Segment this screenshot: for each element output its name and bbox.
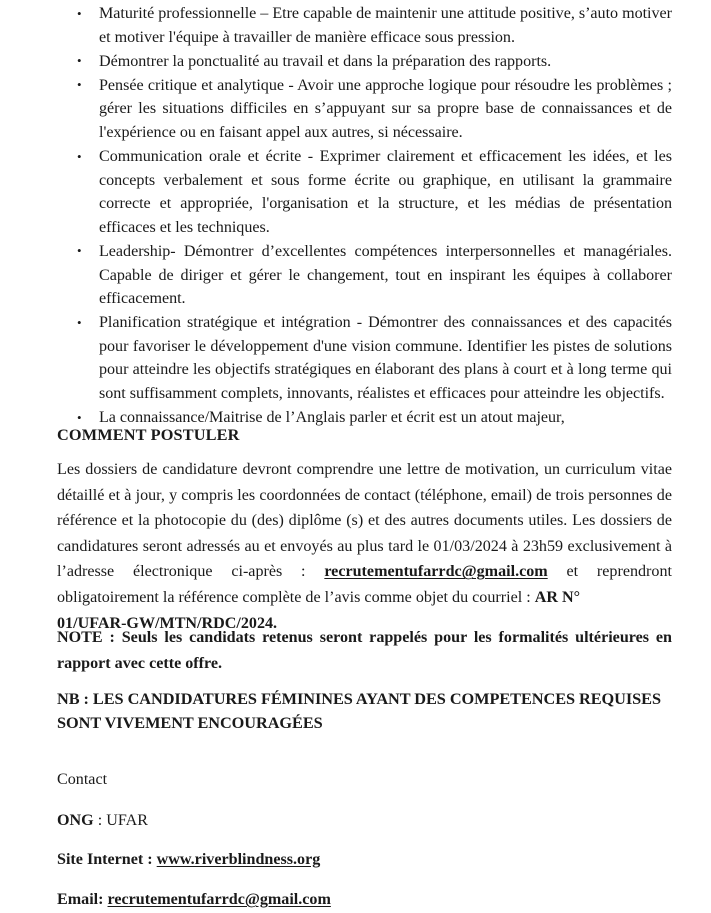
- reference-code-prefix: AR N°: [534, 588, 581, 606]
- list-item: • La connaissance/Maitrise de l’Anglais parler et écrit est un atout majeur,: [57, 406, 672, 430]
- application-subject-text: et reprendront obligatoirement la référence complète de l’avis comme objet du courriel :: [57, 563, 672, 606]
- note-label: NOTE :: [57, 629, 122, 646]
- contact-email-label: Email:: [57, 891, 108, 908]
- contact-email-link[interactable]: recrutementufarrdc@gmail.com: [107, 891, 331, 908]
- list-item: • Planification stratégique et intégration - Démontrer des connaissances et des capacités pour favoriser le développement d'une vision commune. Identifier les pistes de solutions pour atteindre les objectifs stratégiques en élaborant des plans à court et à long terme qui sont suffisamment complets, innovants, réalistes et efficaces pour atteindre les objectifs.: [57, 311, 672, 405]
- contact-website-line: [57, 849, 320, 871]
- list-item: • Maturité professionnelle – Etre capable de maintenir une attitude positive, s’auto motiver et motiver l'équipe à travailler de manière efficace sous pression.: [57, 2, 672, 49]
- application-email-link[interactable]: recrutementufarrdc@gmail.com: [324, 563, 548, 581]
- list-item: • Communication orale et écrite - Exprimer clairement et efficacement les idées, et les concepts verbalement et sous forme écrite ou graphique, en utilisant la grammaire correcte et appropriée, l'organisation et la structure, et les médias de présentation efficaces et les techniques.: [57, 145, 672, 239]
- contact-title: Contact: [57, 771, 108, 788]
- application-requirements-text: Les dossiers de candidature devront comprendre une lettre de motivation, un curriculum vitae détaillé et à jour, y compris les coordonnées de contact (téléphone, email) de trois personnes de référence et la photocopie du (des) diplôme (s) et des autres documents utiles.: [57, 461, 672, 530]
- list-item: • Démontrer la ponctualité au travail et dans la préparation des rapports.: [57, 50, 672, 74]
- list-item: • Leadership- Démontrer d’excellentes compétences interpersonnelles et managériales. Capable de diriger et gérer le changement, tout en inspirant les équipes à collaborer efficacement.: [57, 240, 672, 311]
- list-item: • Pensée critique et analytique - Avoir une approche logique pour résoudre les problèmes ; gérer les situations difficiles en s’appuyant sur sa propre base de connaissances et de l'expérience ou en faisant appel aux autres, si nécessaire.: [57, 74, 672, 145]
- note-block: [57, 625, 672, 676]
- contact-website-label: Site Internet :: [57, 851, 157, 868]
- contact-org-value: UFAR: [106, 812, 148, 829]
- nb-line-2: SONT VIVEMENT ENCOURAGÉES: [57, 713, 323, 732]
- contact-org-separator: :: [93, 812, 107, 829]
- contact-email-line: [57, 889, 331, 911]
- nb-line-1: NB : LES CANDIDATURES FÉMININES AYANT DES COMPETENCES REQUISES: [57, 689, 661, 708]
- contact-org-line: [57, 810, 148, 832]
- nb-block: [57, 687, 682, 735]
- how-to-apply-paragraph: [57, 457, 672, 636]
- competencies-list: [57, 2, 672, 430]
- reference-code-value: 01/UFAR-GW/MTN/RDC/2024.: [57, 614, 278, 632]
- contact-org-label: ONG: [57, 812, 94, 829]
- note-text: Seuls les candidats retenus seront rappelés pour les formalités ultérieures en rapport avec cette offre.: [57, 629, 672, 672]
- section-heading-how-to-apply: COMMENT POSTULER: [57, 425, 240, 444]
- contact-website-link[interactable]: www.riverblindness.org: [156, 851, 321, 868]
- application-deadline-text: Les dossiers de candidatures seront adressés au et envoyés au plus tard le 01/03/2024 à 23h59 exclusivement à l’adresse électronique ci-après :: [57, 512, 672, 581]
